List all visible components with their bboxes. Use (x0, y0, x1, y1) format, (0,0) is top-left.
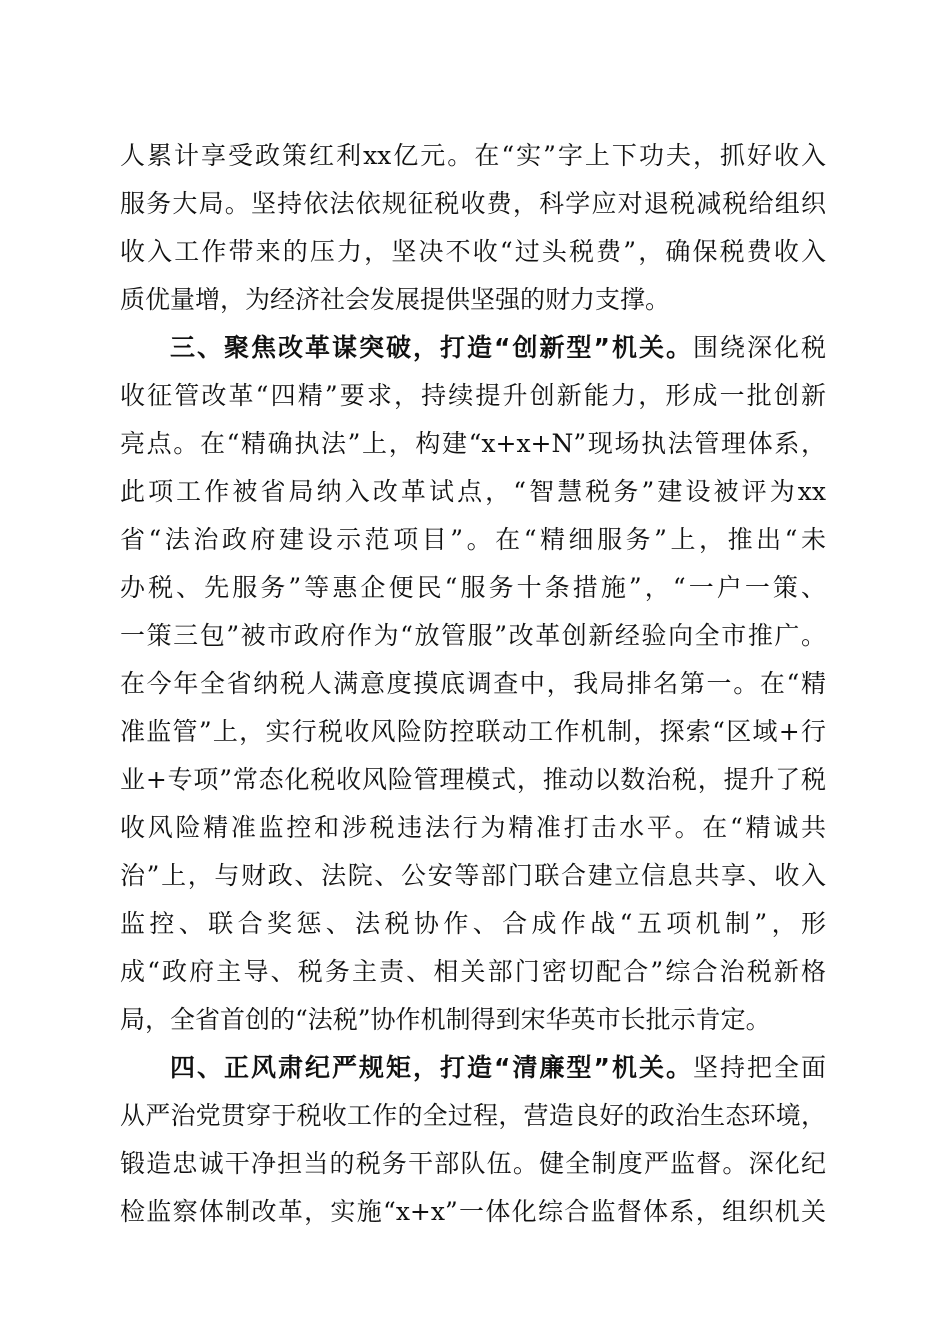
paragraph-line: 监控、联合奖惩、法税协作、合成作战“五项机制”，形 (120, 909, 826, 938)
paragraph-line: 收入工作带来的压力，坚决不收“过头税费”，确保税费收入 (120, 237, 826, 266)
paragraph-line: 办税、先服务”等惠企便民“服务十条措施”，“一户一策、 (120, 573, 826, 602)
paragraph-line: 收征管改革“四精”要求，持续提升创新能力，形成一批创新 (120, 381, 826, 410)
paragraph-line: 亮点。在“精确执法”上，构建“x+x+N”现场执法管理体系， (120, 429, 826, 458)
paragraph-line: 锻造忠诚干净担当的税务干部队伍。健全制度严监督。深化纪 (120, 1149, 826, 1178)
section-4-first-line (170, 1048, 826, 1088)
paragraph-line: 业+专项”常态化税收风险管理模式，推动以数治税，提升了税 (120, 765, 826, 794)
section-4-heading: 四、正风肃纪严规矩，打造“清廉型”机关。 (170, 1053, 693, 1082)
paragraph-line: 检监察体制改革，实施“x+x”一体化综合监督体系，组织机关 (120, 1197, 826, 1226)
paragraph-line: 在今年全省纳税人满意度摸底调查中，我局排名第一。在“精 (120, 669, 826, 698)
paragraph-line: 从严治党贯穿于税收工作的全过程，营造良好的政治生态环境， (120, 1101, 826, 1130)
paragraph-line: 准监管”上，实行税收风险防控联动工作机制，探索“区域+行 (120, 717, 826, 746)
section-3-first-line-text: 围绕深化税 (692, 333, 826, 362)
paragraph-line: 治”上，与财政、法院、公安等部门联合建立信息共享、收入 (120, 861, 826, 890)
paragraph-line: 人累计享受政策红利xx亿元。在“实”字上下功夫，抓好收入 (120, 141, 826, 170)
paragraph-line: 成“政府主导、税务主责、相关部门密切配合”综合治税新格 (120, 957, 826, 986)
paragraph-line: 此项工作被省局纳入改革试点，“智慧税务”建设被评为xx (120, 477, 826, 506)
section-3-heading: 三、聚焦改革谋突破，打造“创新型”机关。 (170, 333, 693, 362)
section-3-first-line (170, 328, 826, 368)
paragraph-line: 质优量增，为经济社会发展提供坚强的财力支撑。 (120, 285, 671, 314)
paragraph-line: 一策三包”被市政府作为“放管服”改革创新经验向全市推广。 (120, 621, 826, 650)
paragraph-line: 收风险精准监控和涉税违法行为精准打击水平。在“精诚共 (120, 813, 826, 842)
paragraph-line: 局，全省首创的“法税”协作机制得到宋华英市长批示肯定。 (120, 1005, 771, 1034)
section-4-first-line-text: 坚持把全面 (692, 1053, 826, 1082)
paragraph-line: 省“法治政府建设示范项目”。在“精细服务”上，推出“未 (120, 525, 826, 554)
paragraph-line: 服务大局。坚持依法依规征税收费，科学应对退税减税给组织 (120, 189, 826, 218)
